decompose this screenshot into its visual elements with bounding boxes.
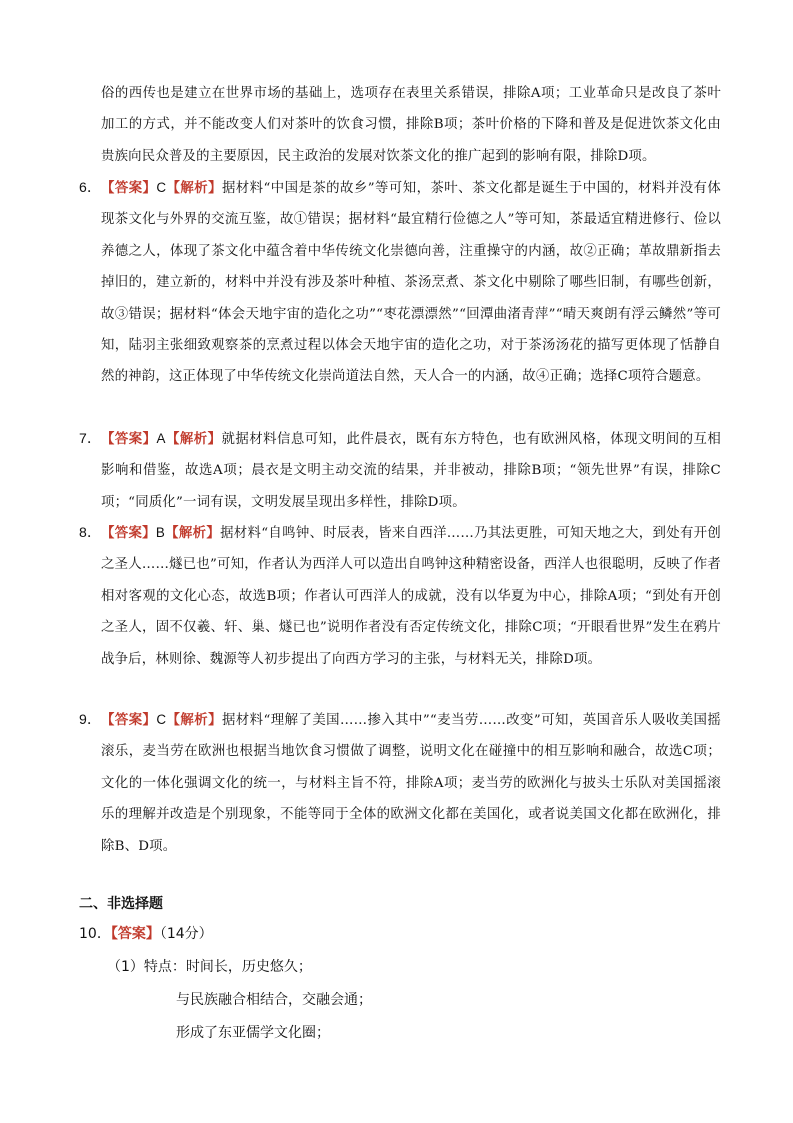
analysis-text: 据材料“中国是茶的故乡”等可知，茶叶、茶文化都是诞生于中国的，材料并没有体现茶文化与外界的交流互鉴，故①错误；据材料“最宜精行俭德之人”等可知，茶最适宜精进修行、俭以养德之人，体现了茶文化中蕴含着中华传统文化崇德向善，注重操守的内涵，故②正确；革故鼎新指去掉旧的，建立新的，材料中并没有涉及茶叶种植、茶汤烹煮、茶文化中剔除了哪些旧制，有哪些创新，故③错误；据材料“体会天地宇宙的造化之功”“枣花漂漂然”“回潭曲渚青萍”“晴天爽朗有浮云鳞然”等可知，陆羽主张细致观察茶的烹煮过程以体会天地宇宙的造化之功，对于茶汤汤花的描写更体现了恬静自然的神韵，这正体现了中华传统文化崇尚道法自然，天人合一的内涵，故④正确；选择C项符合题意。 bbox=[101, 181, 721, 385]
item-number: 10． bbox=[79, 926, 111, 942]
section-title: 二、非选择题 bbox=[79, 895, 163, 911]
analysis-tag: 【解析】 bbox=[166, 712, 222, 728]
answer-letter: C bbox=[156, 712, 167, 727]
analysis-text: 就据材料信息可知，此件晨衣，既有东方特色，也有欧洲风格，体现文明间的互相影响和借鉴，故选A项；晨衣是文明主动交流的结果，并非被动，排除B项；“领先世界”有误，排除C项；“同质化”一词有误，文明发展呈现出多样性，排除D项。 bbox=[101, 432, 721, 510]
analysis-text: 据材料“理解了美国……掺入其中”“麦当劳……改变”可知，英国音乐人吸收美国摇滚乐，麦当劳在欧洲也根据当地饮食习惯做了调整，说明文化在碰撞中的相互影响和融合，故选C项；文化的一体化强调文化的统一，与材料主旨不符，排除A项；麦当劳的欧洲化与披头士乐队对美国摇滚乐的理解并改造是个别现象，不能等同于全体的欧洲文化都在美国化，或者说美国文化都在欧洲化，排除B、D项。 bbox=[101, 713, 721, 854]
answer-tag: 【答案】 bbox=[101, 712, 157, 728]
answer-item-9 bbox=[79, 704, 721, 862]
answer-tag: 【答案】 bbox=[101, 525, 156, 541]
answer-item-6 bbox=[79, 172, 721, 393]
item-number: 9． bbox=[79, 711, 102, 727]
answer-line-3: 形成了东亚儒学文化圈； bbox=[176, 1025, 330, 1041]
item-number: 8． bbox=[79, 524, 102, 540]
score-text: （14分） bbox=[159, 926, 213, 942]
answer-letter: B bbox=[155, 525, 166, 540]
answer-tag: 【答案】 bbox=[101, 431, 157, 447]
item-number: 7． bbox=[79, 430, 102, 446]
analysis-tag: 【解析】 bbox=[165, 431, 222, 447]
answer-letter: A bbox=[156, 431, 166, 446]
analysis-text: 据材料“自鸣钟、时辰表，皆来自西洋……乃其法更胜，可知天地之大，到处有开创之圣人……燧已也”可知，作者认为西洋人可以造出自鸣钟这种精密设备，西洋人也很聪明，反映了作者相对客观的文化心态，故选B项；作者认可西洋人的成就，没有以华夏为中心，排除A项；“到处有开创之圣人，固不仅羲、轩、巢、燧已也”说明作者没有否定传统文化，排除C项；“开眼看世界”发生在鸦片战争后，林则徐、魏源等人初步提出了向西方学习的主张，与材料无关，排除D项。 bbox=[101, 526, 721, 667]
answer-line-2: 与民族融合相结合，交融会通； bbox=[176, 992, 372, 1008]
answer-item-8 bbox=[79, 517, 721, 675]
answer-line-1: （1）特点：时间长，历史悠久； bbox=[107, 959, 312, 975]
continued-paragraph bbox=[101, 78, 721, 172]
answer-letter: C bbox=[156, 180, 167, 195]
analysis-tag: 【解析】 bbox=[166, 180, 222, 196]
answer-item-7 bbox=[79, 423, 721, 518]
answer-item-10 bbox=[79, 923, 213, 943]
item-number: 6． bbox=[79, 179, 102, 195]
answer-tag: 【答案】 bbox=[110, 926, 160, 942]
continued-text: 俗的西传也是建立在世界市场的基础上，选项存在表里关系错误，排除A项；工业革命只是改良了茶叶加工的方式，并不能改变人们对茶叶的饮食习惯，排除B项；茶叶价格的下降和普及是促进饮茶文化由贵族向民众普及的主要原因，民主政治的发展对饮茶文化的推广起到的影响有限，排除D项。 bbox=[101, 86, 721, 164]
answer-tag: 【答案】 bbox=[101, 180, 157, 196]
analysis-tag: 【解析】 bbox=[165, 525, 221, 541]
